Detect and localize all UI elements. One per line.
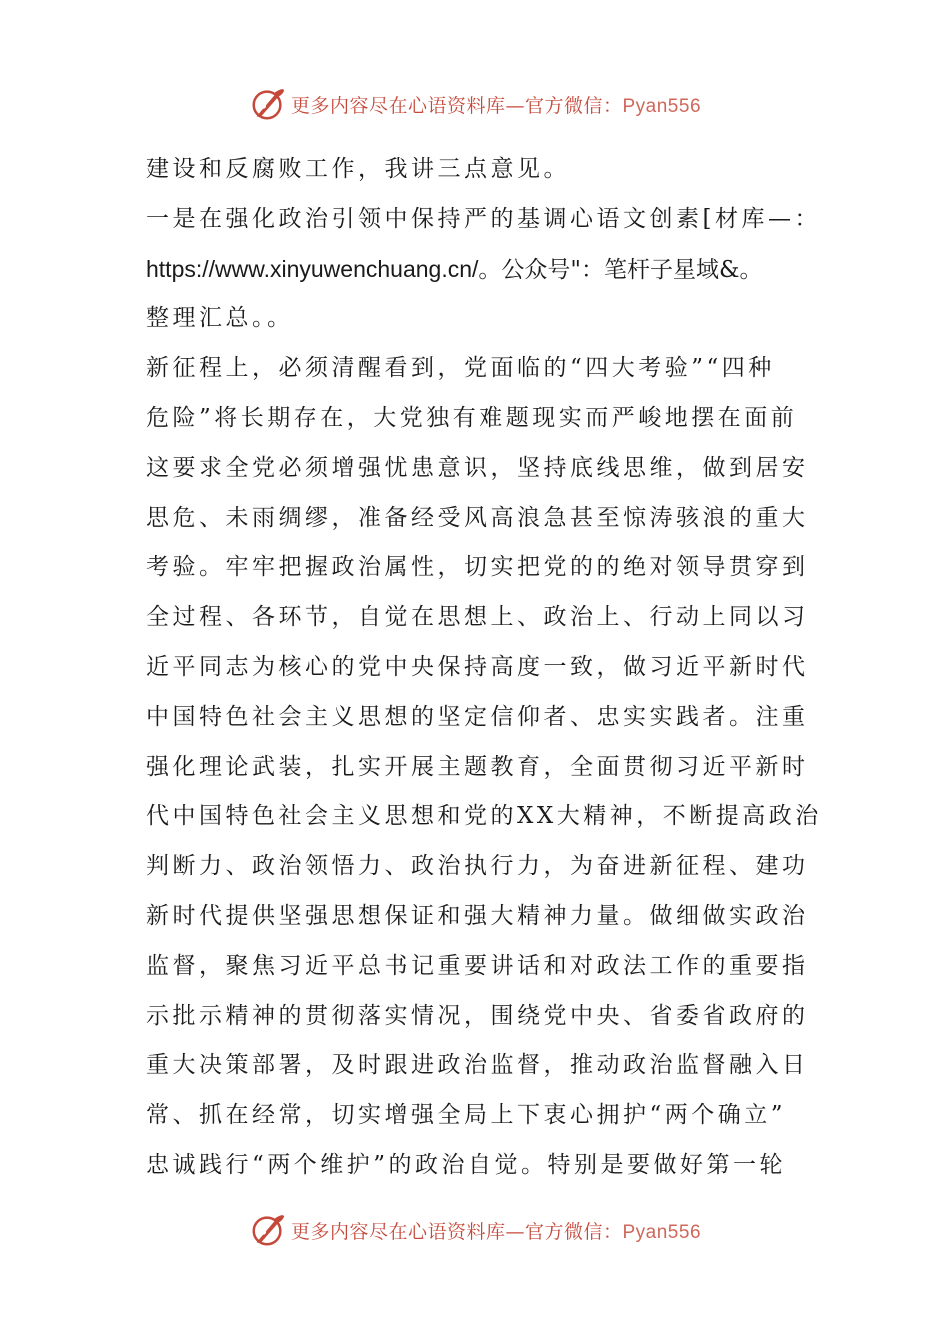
text-line: 监督，聚焦习近平总书记重要讲话和对政法工作的重要指 [146,952,809,979]
text-line: 一是在强化政治引领中保持严的基调心语文创素[材库—： [146,205,821,232]
header-banner [0,84,950,124]
banner-wechat-id: Pyan556 [622,95,702,117]
url-line-rest: 。公众号"：笔杆子星域&。 [478,256,763,283]
text-line: 中国特色社会主义思想的坚定信仰者、忠实实践者。注重 [146,703,809,730]
text-line: 近平同志为核心的党中央保持高度一致，做习近平新时代 [146,653,809,680]
website-link[interactable]: https://www.xinyuwenchuang.cn/ [146,255,479,282]
text-line: 强化理论武装，扎实开展主题教育，全面贯彻习近平新时 [146,753,809,780]
banner-text [291,91,701,118]
text-line: 建设和反腐败工作，我讲三点意见。 [146,156,570,182]
footer-banner [0,1210,950,1250]
text-line: 全过程、各环节，自觉在思想上、政治上、行动上同以习 [146,604,809,631]
text-line: 这要求全党必须增强忧患意识，坚持底线思维，做到居安 [146,454,809,481]
text-line: 考验。牢牢把握政治属性，切实把党的的绝对领导贯穿到 [146,554,809,581]
text-line: 整理汇总。。 [146,305,294,332]
banner-label: 更多内容尽在心语资料库—官方微信： [290,94,623,117]
text-line: 危险”将长期存在，大党独有难题现实而严峻地摆在面前 [146,404,798,431]
text-line: 常、抓在经常，切实增强全局上下衷心拥护“两个确立” [146,1102,787,1129]
banner-label: 更多内容尽在心语资料库—官方微信： [290,1220,623,1243]
text-line: 代中国特色社会主义思想和党的XX大精神，不断提高政治 [146,803,822,830]
text-line: 重大决策部署，及时跟进政治监督，推动政治监督融入日 [146,1052,809,1079]
text-line-url [146,245,810,295]
document-body [146,145,822,1191]
quill-logo-icon [249,1211,287,1249]
text-line: 思危、未雨绸缪，准备经受风高浪急甚至惊涛骇浪的重大 [146,504,809,531]
quill-logo-icon [249,85,287,123]
text-line: 示批示精神的贯彻落实情况，围绕党中央、省委省政府的 [146,1002,809,1029]
text-line: 忠诚践行“两个维护”的政治自觉。特别是要做好第一轮 [146,1151,787,1178]
text-line: 判断力、政治领悟力、政治执行力，为奋进新征程、建功 [146,853,809,880]
text-line: 新时代提供坚强思想保证和强大精神力量。做细做实政治 [146,902,809,929]
text-line: 新征程上，必须清醒看到，党面临的“四大考验”“四种 [146,355,775,382]
banner-text [291,1217,701,1244]
banner-wechat-id: Pyan556 [622,1221,702,1243]
